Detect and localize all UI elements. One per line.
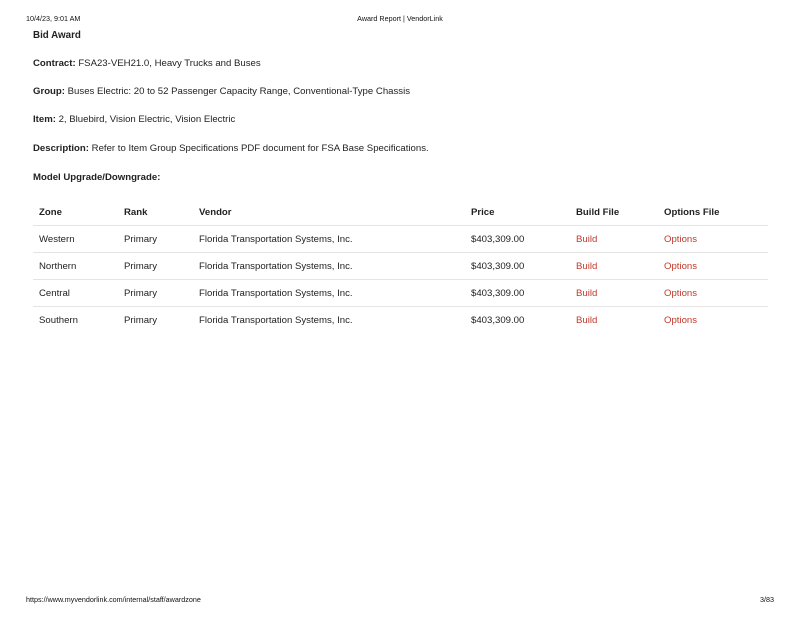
contract-label: Contract:	[33, 58, 76, 69]
page-number: 3/83	[760, 595, 774, 604]
build-file-cell	[570, 253, 658, 280]
column-header-price: Price	[465, 199, 570, 226]
zone-cell: Northern	[33, 253, 118, 280]
build-file-cell	[570, 226, 658, 253]
options-file-cell	[658, 253, 768, 280]
print-timestamp: 10/4/23, 9:01 AM	[26, 14, 81, 23]
group-value: Buses Electric: 20 to 52 Passenger Capacity Range, Conventional-Type Chassis	[67, 86, 411, 97]
print-footer	[26, 595, 774, 607]
print-url: https://www.myvendorlink.com/internal/staff/awardzone	[26, 595, 201, 604]
vendor-cell: Florida Transportation Systems, Inc.	[193, 280, 465, 307]
build-link[interactable]: Build	[576, 233, 598, 245]
build-link[interactable]: Build	[576, 260, 598, 272]
options-file-cell	[658, 226, 768, 253]
column-header-vendor: Vendor	[193, 199, 465, 226]
vendor-cell: Florida Transportation Systems, Inc.	[199, 314, 353, 326]
build-link[interactable]: Build	[576, 287, 598, 299]
options-file-cell	[658, 280, 768, 307]
build-link[interactable]: Build	[576, 314, 598, 326]
description-value: Refer to Item Group Specifications PDF document for FSA Base Specifications.	[91, 143, 429, 154]
contract-value: FSA23-VEH21.0, Heavy Trucks and Buses	[78, 58, 261, 69]
item-value: 2, Bluebird, Vision Electric, Vision Electric	[58, 114, 236, 125]
column-header-build-file: Build File	[570, 199, 658, 226]
column-header-zone: Zone	[33, 199, 118, 226]
print-header	[26, 14, 774, 26]
build-file-cell	[570, 307, 658, 334]
description-field	[33, 142, 429, 155]
vendor-cell: Florida Transportation Systems, Inc.	[193, 253, 465, 280]
award-table	[33, 199, 768, 333]
table-row	[33, 307, 768, 334]
options-link[interactable]: Options	[664, 233, 698, 245]
price-cell: $403,309.00	[465, 280, 570, 307]
build-file-cell	[570, 280, 658, 307]
zone-cell: Southern	[39, 314, 78, 326]
options-link[interactable]: Options	[664, 314, 698, 326]
model-upgrade-label: Model Upgrade/Downgrade:	[33, 172, 161, 183]
table-header-row	[33, 199, 768, 226]
report-heading: Bid Award	[33, 30, 81, 41]
table-row	[33, 226, 768, 253]
item-field	[33, 113, 235, 126]
table-row	[33, 253, 768, 280]
price-cell: $403,309.00	[471, 314, 525, 326]
price-cell: $403,309.00	[465, 253, 570, 280]
options-link[interactable]: Options	[664, 287, 698, 299]
zone-cell: Central	[33, 280, 118, 307]
zone-cell: Western	[33, 226, 118, 253]
item-label: Item:	[33, 114, 56, 125]
print-page-title: Award Report | VendorLink	[357, 14, 443, 23]
rank-cell: Primary	[118, 280, 193, 307]
group-label: Group:	[33, 86, 65, 97]
group-field	[33, 85, 410, 98]
column-header-rank: Rank	[118, 199, 193, 226]
vendor-cell: Florida Transportation Systems, Inc.	[193, 226, 465, 253]
price-cell: $403,309.00	[465, 226, 570, 253]
description-label: Description:	[33, 143, 89, 154]
options-file-cell	[658, 307, 768, 334]
table-row	[33, 280, 768, 307]
options-link[interactable]: Options	[664, 260, 698, 272]
column-header-options-file: Options File	[658, 199, 768, 226]
rank-cell: Primary	[118, 226, 193, 253]
rank-cell: Primary	[118, 253, 193, 280]
contract-field	[33, 57, 261, 70]
rank-cell: Primary	[124, 314, 158, 326]
